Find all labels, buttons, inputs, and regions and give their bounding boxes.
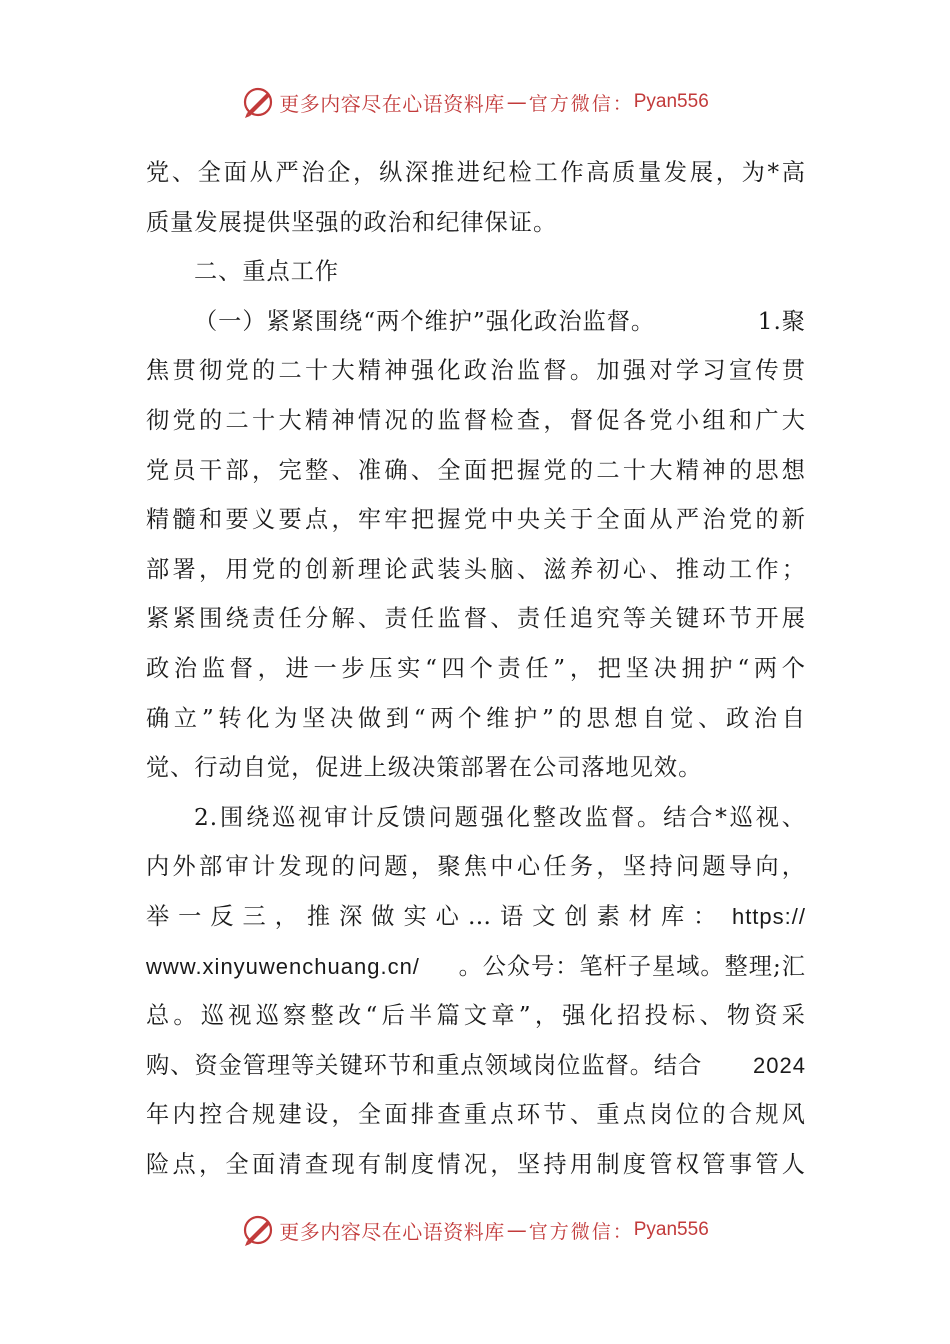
banner-wechat-id: Pyan556 — [633, 1219, 709, 1240]
url-fragment: www.xinyuwenchuang.cn/ — [146, 953, 420, 979]
text-line: 党、全面从严治企，纵深推进纪检工作高质量发展，为*高 — [146, 159, 806, 186]
text-line: 政治监督，进一步压实“四个责任”，把坚决拥护“两个 — [146, 654, 806, 682]
banner-dash: — — [506, 90, 527, 114]
pen-logo-icon — [241, 85, 275, 119]
text-line: 2.围绕巡视审计反馈问题强化整改监督。结合*巡视、 — [194, 803, 806, 831]
text-fragment: 举一反三，推深做实心…语文创素材库： — [146, 902, 726, 930]
text-line: 彻党的二十大精神情况的监督检查，督促各党小组和广大 — [146, 406, 806, 434]
subsection-heading: （一）紧紧围绕“两个维护”强化政治监督。 — [194, 307, 656, 335]
banner-site-name: 更多内容尽在心语资料库 — [279, 1219, 505, 1244]
banner-wechat-id: Pyan556 — [633, 91, 709, 112]
text-line: 觉、行动自觉，促进上级决策部署在公司落地见效。 — [146, 754, 703, 782]
text-fragment: 。公众号：笔杆子星域。整理;汇 — [458, 952, 806, 980]
text-line: 确立”转化为坚决做到“两个维护”的思想自觉、政治自 — [146, 704, 806, 732]
footer-banner — [0, 1210, 950, 1250]
document-body — [146, 148, 806, 1189]
text-line: 党员干部，完整、准确、全面把握党的二十大精神的思想 — [146, 456, 806, 484]
text-line: 年内控合规建设，全面排查重点环节、重点岗位的合规风 — [146, 1101, 806, 1129]
text-fragment: 购、资金管理等关键环节和重点领域岗位监督。结合 — [146, 1051, 703, 1079]
banner-wechat-label: 官方微信： — [528, 1220, 634, 1243]
banner-wechat-label: 官方微信： — [528, 92, 634, 115]
text-line: 质量发展提供坚强的政治和纪律保证。 — [146, 208, 558, 236]
text-line: 内外部审计发现的问题，聚焦中心任务，坚持问题导向， — [146, 853, 806, 881]
text-line-with-url — [146, 942, 806, 992]
url-fragment: https:// — [731, 903, 806, 929]
pen-logo-icon — [241, 1213, 275, 1247]
text-line: 精髓和要义要点，牢牢把握党中央关于全面从严治党的新 — [146, 506, 806, 534]
text-line: 险点，全面清查现有制度情况，坚持用制度管权管事管人 — [146, 1150, 806, 1178]
banner-dash: — — [506, 1218, 527, 1242]
item-number: 1.聚 — [757, 307, 806, 335]
header-banner — [0, 82, 950, 122]
section-heading: 二、重点工作 — [194, 258, 340, 286]
text-line-with-url — [146, 892, 806, 942]
text-line: 总。巡视巡察整改“后半篇文章”，强化招投标、物资采 — [146, 1002, 806, 1030]
year-fragment: 2024 — [753, 1052, 806, 1078]
banner-site-name: 更多内容尽在心语资料库 — [279, 91, 505, 116]
text-line-with-year — [146, 1041, 806, 1091]
text-line: 焦贯彻党的二十大精神强化政治监督。加强对学习宣传贯 — [146, 357, 806, 385]
text-line: 紧紧围绕责任分解、责任监督、责任追究等关键环节开展 — [146, 605, 806, 633]
subsection-heading-line — [146, 297, 806, 347]
text-line: 部署，用党的创新理论武装头脑、滋养初心、推动工作； — [146, 555, 806, 583]
